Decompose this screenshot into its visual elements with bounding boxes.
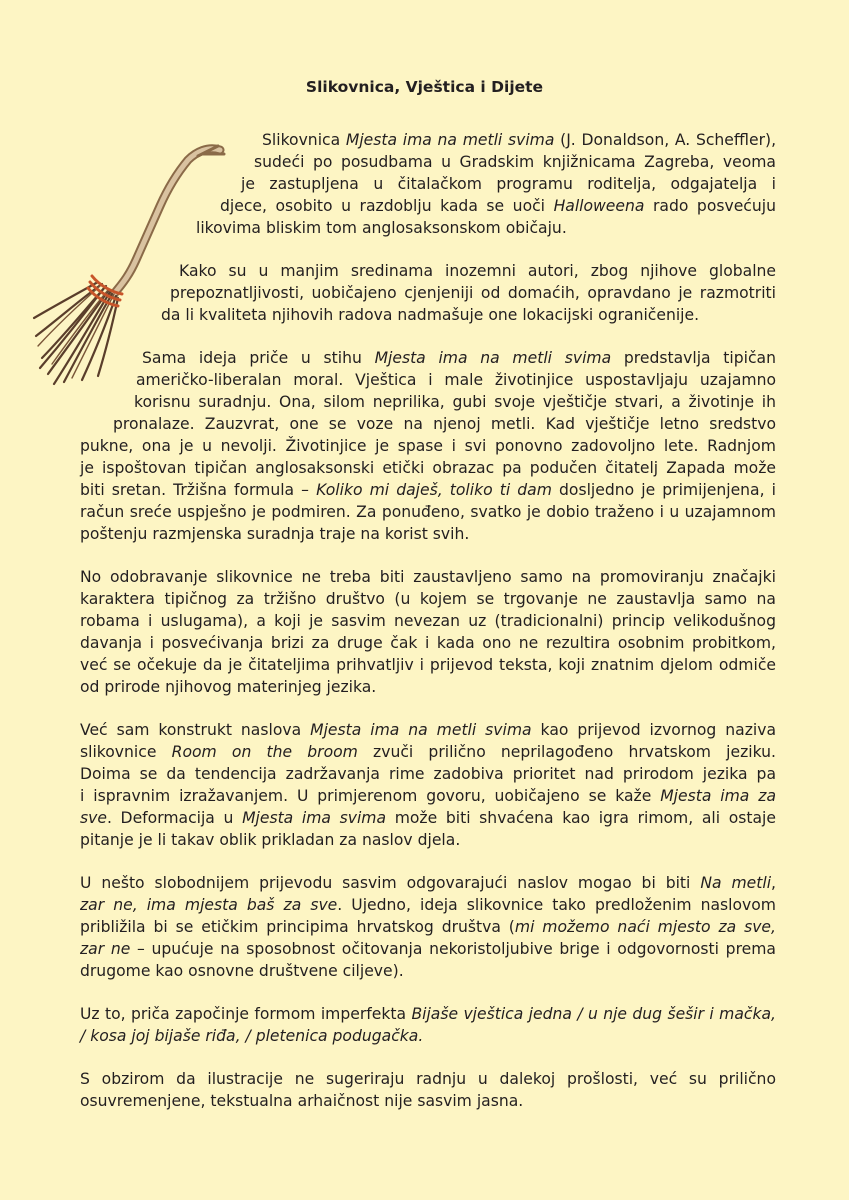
paragraph-1-line: [196, 217, 776, 239]
italic-text: zar ne, ima mjesta baš za sve: [80, 896, 338, 914]
paragraph-3-line: [80, 479, 776, 501]
text-run: zvuči prilično neprilagođeno hrvatskom jeziku.: [357, 743, 776, 761]
italic-text: Na metli: [700, 874, 772, 892]
text-run: djece, osobito u razdoblju kada se uoči: [220, 197, 554, 215]
paragraph-2-line: [179, 260, 776, 282]
italic-text: sve: [80, 809, 107, 827]
text-run: je ispoštovan tipičan anglosaksonski etički obrazac pa podučen čitatelj Zapada može: [80, 459, 776, 477]
paragraph-3-line: [136, 369, 776, 391]
paragraph-5-line: [80, 785, 776, 807]
paragraph-1-line: [262, 129, 776, 151]
text-run: . Ujedno, ideja slikovnice tako predloženim naslovom: [337, 896, 776, 914]
paragraph-1-line: [254, 151, 776, 173]
paragraph-8-line: [80, 1090, 776, 1112]
text-run: osuvremenjene, tekstualna arhaičnost nije sasvim jasna.: [80, 1092, 524, 1110]
italic-text: Mjesta ima na metli svima: [310, 721, 532, 739]
paragraph-3-line: [80, 523, 776, 545]
italic-text: mi možemo naći mjesto za sve,: [514, 918, 776, 936]
paragraph-3-line: [134, 391, 776, 413]
italic-text: Koliko mi daješ, toliko ti dam: [316, 481, 552, 499]
paragraph-2-line: [170, 282, 776, 304]
text-run: Kako su u manjim sredinama inozemni autori, zbog njihove globalne: [179, 262, 776, 280]
paragraph-1-line: [241, 173, 776, 195]
text-run: Sama ideja priče u stihu: [142, 349, 375, 367]
paragraph-6-line: [80, 894, 776, 916]
text-run: biti sretan. Tržišna formula –: [80, 481, 317, 499]
text-run: predstavlja tipičan: [611, 349, 776, 367]
paragraph-6-line: [80, 960, 776, 982]
text-run: poštenju razmjenska suradnja traje na korist svih.: [80, 525, 470, 543]
paragraph-4-line: [80, 588, 776, 610]
text-run: već se očekuje da je čitateljima prihvatljiv i prijevod teksta, koji znatnim djelom odmiče: [80, 656, 776, 674]
text-run: robama i uslugama), a koji je sasvim nevezan uz (tradicionalni) princip velikodušnog: [80, 612, 776, 630]
paragraph-1-line: [220, 195, 776, 217]
italic-text: / kosa joj bijaše riđa, / pletenica podugačka.: [80, 1027, 424, 1045]
text-run: od prirode njihovog materinjeg jezika.: [80, 678, 377, 696]
text-run: ,: [771, 874, 776, 892]
italic-text: Halloweena: [553, 197, 645, 215]
paragraph-3-line: [113, 413, 776, 435]
text-run: Doima se da tendencija zadržavanja rime zadobiva prioritet nad prirodom jezika pa: [80, 765, 776, 783]
text-run: američko-liberalan moral. Vještica i male životinjice uspostavljaju uzajamno: [136, 371, 776, 389]
text-run: karaktera tipičnog za tržišno društvo (u kojem se trgovanje ne zaustavlja samo na: [80, 590, 776, 608]
text-run: približila bi se etičkim principima hrvatskog društva (: [80, 918, 515, 936]
text-run: pukne, ona je u nevolji. Životinjice je spase i svi ponovno zadovoljno lete. Radnjom: [80, 437, 776, 455]
paragraph-3-line: [80, 501, 776, 523]
paragraph-5-line: [80, 807, 776, 829]
text-run: davanja i posvećivanja brizi za druge čak i kada ono ne rezultira osobnim probitkom,: [80, 634, 776, 652]
text-run: pronalaze. Zauzvrat, one se voze na njenoj metli. Kad vještičje letno sredstvo: [113, 415, 776, 433]
text-run: No odobravanje slikovnice ne treba biti zaustavljeno samo na promoviranju značajki: [80, 568, 776, 586]
paragraph-5-line: [80, 829, 776, 851]
text-run: likovima bliskim tom anglosaksonskom običaju.: [196, 219, 567, 237]
paragraph-6-line: [80, 938, 776, 960]
paragraph-7-line: [80, 1003, 776, 1025]
text-run: je zastupljena u čitalačkom programu roditelja, odgajatelja i: [241, 175, 776, 193]
italic-text: Mjesta ima na metli svima: [374, 349, 612, 367]
paragraph-2-line: [161, 304, 776, 326]
text-run: i ispravnim izražavanjem. U primjerenom govoru, uobičajeno se kaže: [80, 787, 661, 805]
text-run: drugome kao osnovne društvene ciljeve).: [80, 962, 404, 980]
text-run: Uz to, priča započinje formom imperfekta: [80, 1005, 412, 1023]
paragraph-5-line: [80, 719, 776, 741]
text-run: (J. Donaldson, A. Scheffler),: [554, 131, 777, 149]
text-run: slikovnice: [80, 743, 172, 761]
text-run: da li kvaliteta njihovih radova nadmašuje one lokacijski ograničenije.: [161, 306, 700, 324]
paragraph-5-line: [80, 763, 776, 785]
text-run: sudeći po posudbama u Gradskim knjižnicama Zagreba, veoma: [254, 153, 776, 171]
text-run: Već sam konstrukt naslova: [80, 721, 311, 739]
italic-text: Mjesta ima na metli svima: [345, 131, 555, 149]
paragraph-3-line: [80, 435, 776, 457]
text-run: korisnu suradnju. Ona, silom neprilika, gubi svoje vještičje stvari, a životinje ih: [134, 393, 776, 411]
paragraph-5-line: [80, 741, 776, 763]
text-run: prepoznatljivosti, uobičajeno cjenjeniji od domaćih, opravdano je razmotriti: [170, 284, 776, 302]
text-run: . Deformacija u: [106, 809, 243, 827]
italic-text: Mjesta ima za: [660, 787, 776, 805]
paragraph-4-line: [80, 610, 776, 632]
italic-text: Room on the broom: [171, 743, 358, 761]
italic-text: Bijaše vještica jedna / u nje dug šešir i mačka,: [411, 1005, 776, 1023]
page-title: Slikovnica, Vještica i Dijete: [305, 78, 544, 96]
paragraph-3-line: [142, 347, 776, 369]
paragraph-6-line: [80, 916, 776, 938]
paragraph-7-line: [80, 1025, 776, 1047]
text-run: S obzirom da ilustracije ne sugeriraju radnju u dalekoj prošlosti, već su prilično: [80, 1070, 776, 1088]
text-run: može biti shvaćena kao igra rimom, ali ostaje: [386, 809, 776, 827]
paragraph-6-line: [80, 872, 776, 894]
text-run: kao prijevod izvornog naziva: [531, 721, 776, 739]
italic-text: zar ne: [80, 940, 131, 958]
text-run: U nešto slobodnijem prijevodu sasvim odgovarajući naslov mogao bi biti: [80, 874, 701, 892]
italic-text: Mjesta ima svima: [242, 809, 387, 827]
paragraph-4-line: [80, 654, 776, 676]
text-run: dosljedno je primijenjena, i: [551, 481, 776, 499]
paragraph-4-line: [80, 676, 776, 698]
paragraph-4-line: [80, 566, 776, 588]
text-run: pitanje je li takav oblik prikladan za naslov djela.: [80, 831, 461, 849]
text-run: račun sreće uspješno je podmiren. Za ponuđeno, svatko je dobio traženo i u uzajamnom: [80, 503, 776, 521]
text-run: Slikovnica: [262, 131, 346, 149]
paragraph-3-line: [80, 457, 776, 479]
text-run: rado posvećuju: [644, 197, 776, 215]
paragraph-4-line: [80, 632, 776, 654]
text-run: – upućuje na sposobnost očitovanja nekoristoljubive brige i odgovornosti prema: [130, 940, 776, 958]
paragraph-8-line: [80, 1068, 776, 1090]
